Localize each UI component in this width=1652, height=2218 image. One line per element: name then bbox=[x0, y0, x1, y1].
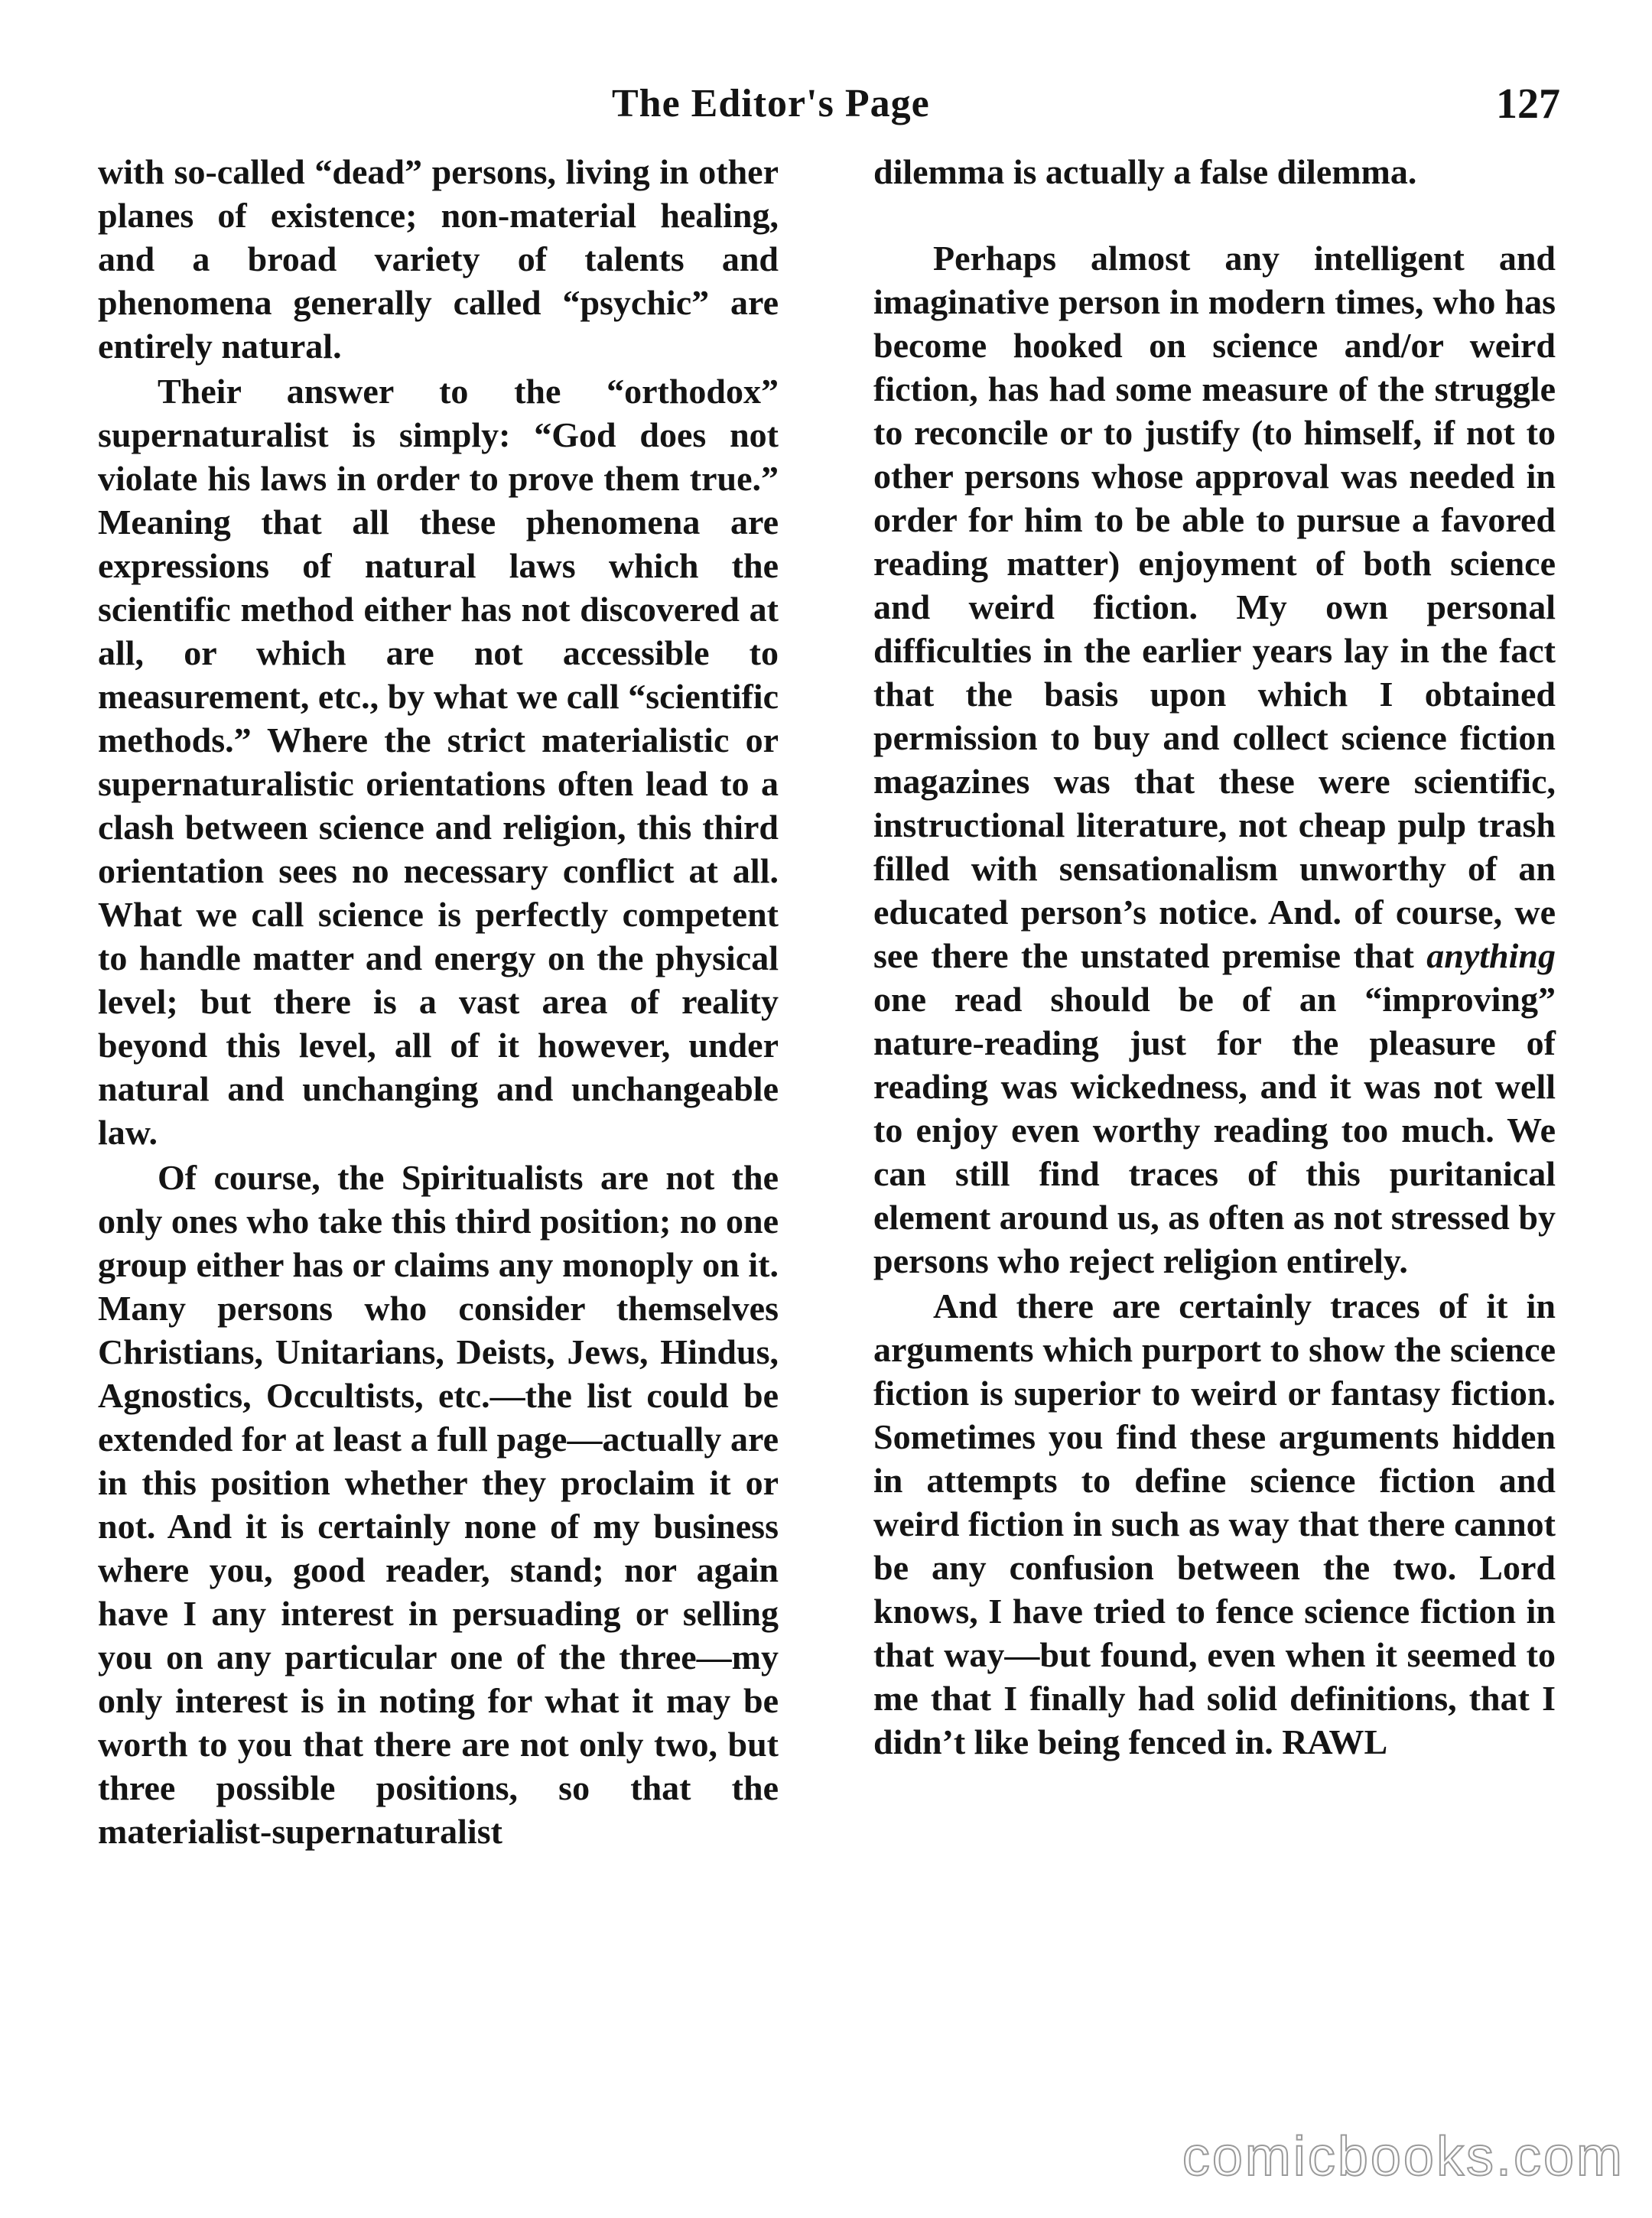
right-column bbox=[873, 150, 1556, 1764]
page-number: 127 bbox=[1496, 80, 1560, 128]
running-title: The Editor's Page bbox=[612, 82, 930, 125]
right-paragraph-2-text-a: Perhaps almost any intelligent and imaginative person in modern times, who has become hooked on science and/or weird fiction, has had some measure of the struggle to reconcile or to justify (to himself, if not to other persons whose approval was needed in order for him to be able to pursue a favored reading matter) enjoyment of both science and weird fiction. My own personal difficulties in the earlier years lay in the fact that the basis upon which I obtained permission to buy and collect science fiction magazines was that these were scientific, instructional literature, not cheap pulp trash filled with sensationalism unworthy of an educated person’s notice. And. of course, we see there the unstated premise that bbox=[873, 239, 1556, 975]
page-header bbox=[92, 73, 1568, 135]
right-paragraph-2-text-b: one read should be of an “improving” nature-reading just for the pleasure of reading was wickedness, and it was not well to enjoy even worthy reading too much. We can still find traces of this puritanical element around us, as often as not stressed by persons who reject religion entirely. bbox=[873, 980, 1556, 1280]
left-paragraph-1: with so-called “dead” persons, living in other planes of existence; non-material healing, and a broad variety of talents and phenomena generally called “psychic” are entirely natural. bbox=[98, 152, 779, 366]
right-paragraph-2 bbox=[873, 236, 1556, 1283]
right-paragraph-3: And there are certainly traces of it in arguments which purport to show the science fiction is superior to weird or fantasy fiction. Sometimes you find these arguments hidden in attempts to define science fiction and weird fiction in such as way that there cannot be any confusion between the two. Lord knows, I have tried to fence science fiction in that way—but found, even when it seemed to me that I finally had solid definitions, that I didn’t like being fenced in. RAWL bbox=[873, 1286, 1556, 1761]
right-paragraph-1: dilemma is actually a false dilemma. bbox=[873, 152, 1417, 191]
watermark-logo: comicbooks.com bbox=[1182, 2126, 1624, 2187]
emphasis-anything: anything bbox=[1426, 936, 1556, 975]
left-paragraph-3: Of course, the Spiritualists are not the only ones who take this third position; no one group either has or claims any monoply on it. Many persons who consider themselves Christians, Unitarians, Deists, Jews, Hindus, Agnostics, Occultists, etc.—the list could be extended for at least a full page—actually are in this position whether they proclaim it or not. And it is certainly none of my business where you, good reader, stand; nor again have I any interest in persuading or selling you on any particular one of the three—my only interest is in noting for what it may be worth to you that there are not only two, but three possible positions, so that the materialist-supernaturalist bbox=[98, 1158, 779, 1851]
left-column bbox=[98, 150, 779, 1853]
left-paragraph-2: Their answer to the “orthodox” supernaturalist is simply: “God does not violate his laws in order to prove them true.” Meaning that all these phenomena are expressions of natural laws which the scientific method either has not discovered at all, or which are not accessible to measurement, etc., by what we call “scientific methods.” Where the strict materialistic or supernaturalistic orientations often lead to a clash between science and religion, this third orientation sees no necessary conflict at all. What we call science is perfectly competent to handle matter and energy on the physical level; but there is a vast area of reality beyond this level, all of it however, under natural and unchanging and unchangeable law. bbox=[98, 372, 779, 1152]
